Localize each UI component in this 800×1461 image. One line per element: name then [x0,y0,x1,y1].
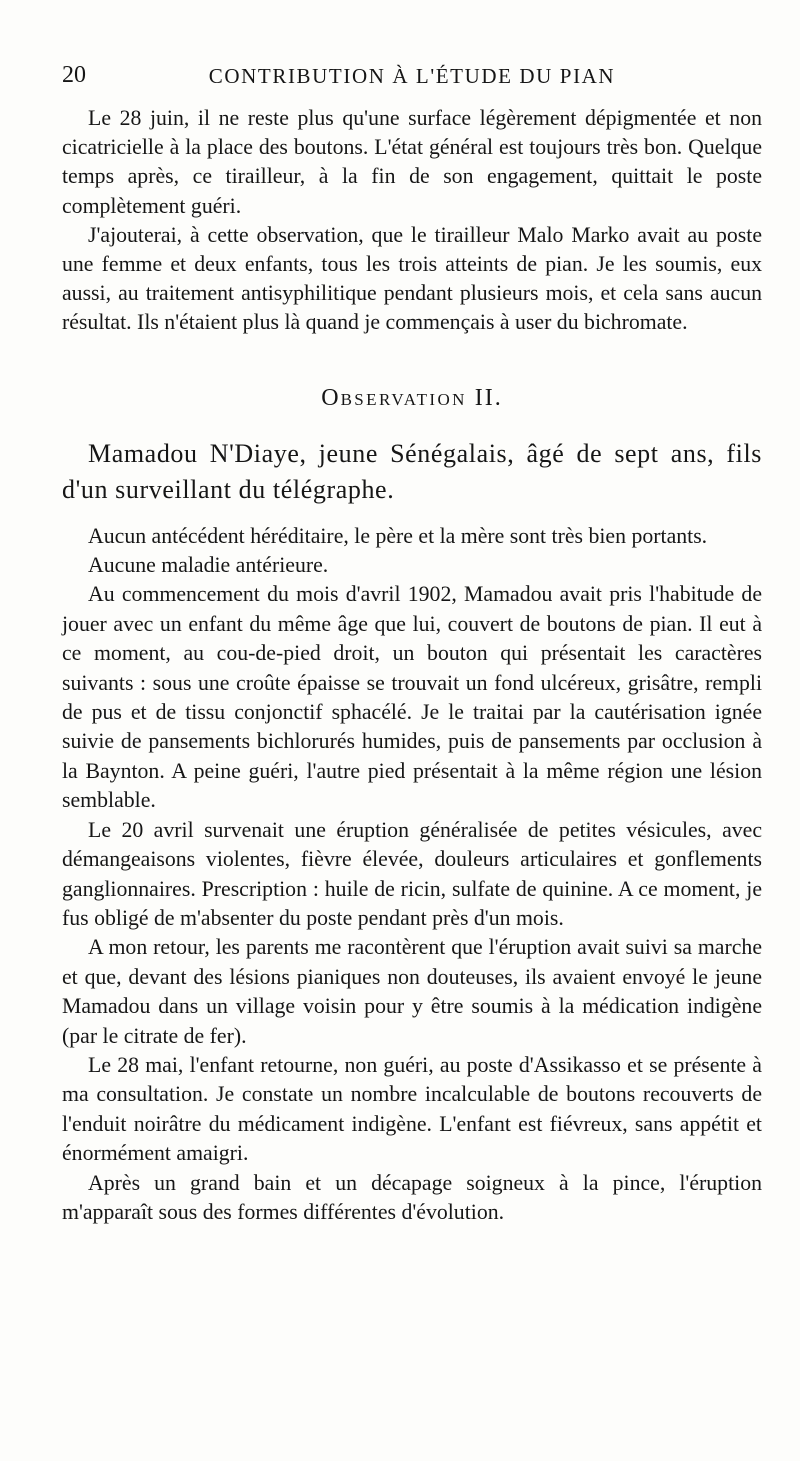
page-header [62,62,762,98]
paragraph: Aucun antécédent héréditaire, le père et la mère sont très bien portants. [88,523,708,548]
paragraph: Au commencement du mois d'avril 1902, Mamadou avait pris l'habitude de jouer avec un enfant du même âge que lui, couvert de boutons de pian. Il eut à ce moment, au cou-de-pied droit, un bouton qui présentait les caractères suivants : sous une croûte épaisse se trouvait un fond ulcéreux, grisâtre, rempli de pus et de tissu conjonctif sphacélé. Je le traitai par la cautérisation ignée suivie de pansements bichlorurés humides, puis de pansements par occlusion à la Baynton. A peine guéri, l'autre pied présentait à la même région une lésion semblable. [62,582,762,813]
paragraph: Le 20 avril survenait une éruption généralisée de petites vésicules, avec démangeaisons violentes, fièvre élevée, douleurs articulaires et gonflements ganglionnaires. Prescription : huile de ricin, sulfate de quinine. A ce moment, je fus obligé de m'absenter du poste pendant près d'un mois. [62,817,762,930]
observation-heading-numeral: II. [474,384,503,411]
observation-heading-smallcaps: BSERVATION [340,389,467,409]
observation-heading-initial: O [321,384,341,411]
page-number: 20 [62,62,86,88]
paragraph: Le 28 mai, l'enfant retourne, non guéri, au poste d'Assikasso et se présente à ma consultation. Je constate un nombre incalculable de boutons recouverts de l'enduit noirâtre du médicament indigène. L'enfant est fiévreux, sans appétit et énormément amaigri. [62,1052,762,1166]
lead-paragraph: Mamadou N'Diaye, jeune Sénégalais, âgé de sept ans, fils d'un surveillant du télégraphe. [62,438,762,504]
paragraph: J'ajouterai, à cette observation, que le tirailleur Malo Marko avait au poste une femme et deux enfants, tous les trois atteints de pian. Je les soumis, eux aussi, au traitement antisyphilitique pendant plusieurs mois, et cela sans aucun résultat. Ils n'étaient plus là quand je commençais à user du bichromate. [62,222,762,335]
paragraph: Après un grand bain et un décapage soigneux à la pince, l'éruption m'apparaît sous des formes différentes d'évolution. [62,1170,762,1224]
running-title: CONTRIBUTION À L'ÉTUDE DU PIAN [208,64,616,88]
observation-heading [62,385,762,412]
page [62,62,762,1227]
paragraph: Le 28 juin, il ne reste plus qu'une surface légèrement dépigmentée et non cicatricielle à la place des boutons. L'état général est toujours très bon. Quelque temps après, ce tirailleur, à la fin de son engagement, quittait le poste complètement guéri. [62,106,762,218]
paragraph: A mon retour, les parents me racontèrent que l'éruption avait suivi sa marche et que, devant des lésions pianiques non douteuses, ils avaient envoyé le jeune Mamadou dans un village voisin pour y être soumis à la médication indigène (par le citrate de fer). [62,935,762,1048]
paragraph: Aucune maladie antérieure. [88,553,329,578]
